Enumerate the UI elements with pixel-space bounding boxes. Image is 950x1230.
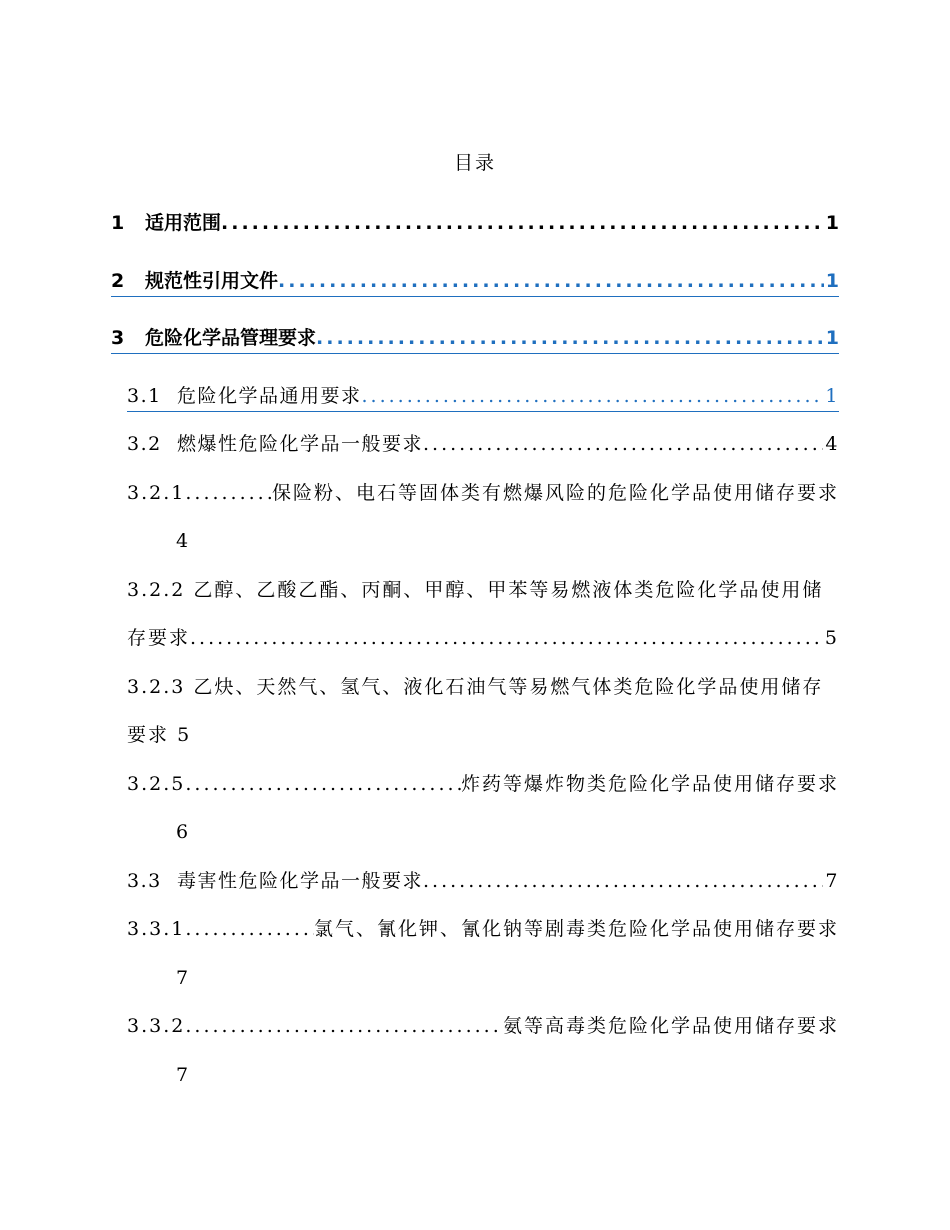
- toc-leader: [278, 266, 824, 296]
- toc-leader: [185, 769, 461, 799]
- toc-entry-number: 3.3.1: [127, 918, 186, 940]
- toc-entry-page: 1: [825, 385, 839, 407]
- toc-entry-text: 燃爆性危险化学品一般要求: [177, 433, 424, 455]
- toc-entry-text: 规范性引用文件: [145, 270, 279, 292]
- toc-entry-3-1[interactable]: [127, 381, 839, 412]
- toc-entry-3-2-2-cont[interactable]: [127, 623, 839, 653]
- toc-entry-number: 3.1: [127, 385, 162, 407]
- toc-entry-3-2-3-cont[interactable]: [127, 720, 839, 750]
- toc-leader: [190, 623, 823, 653]
- toc-entry-number: 3.2.2: [127, 579, 186, 601]
- toc-entry-number: 3.2.3: [127, 676, 186, 698]
- toc-leader: [316, 323, 824, 353]
- toc-entry-text: 氯气、氰化钾、氰化钠等剧毒类危险化学品使用储存要求: [313, 918, 839, 940]
- toc-entry-text: 要求: [127, 724, 170, 746]
- toc-entry-number: 3.3: [127, 870, 162, 892]
- toc-entry-3-3-1[interactable]: [127, 914, 839, 944]
- toc-entry-text: 危险化学品通用要求: [177, 385, 362, 407]
- toc-leader: [185, 478, 272, 508]
- toc-leader: [423, 429, 823, 459]
- toc-entry-3-2-5[interactable]: [127, 769, 839, 799]
- toc-entry-page: 5: [824, 627, 839, 649]
- toc-entry-page: 7: [825, 870, 839, 892]
- toc-leader: [185, 1011, 503, 1041]
- toc-leader: [362, 381, 824, 411]
- toc-title: 目录: [453, 152, 496, 174]
- toc-entry-text: 氨等高毒类危险化学品使用储存要求: [502, 1015, 839, 1037]
- toc-entry-3-2-1[interactable]: [127, 478, 839, 508]
- toc-leader: [221, 208, 824, 238]
- toc-entry-text: 存要求: [127, 627, 191, 649]
- toc-entry-3-3[interactable]: [127, 866, 839, 896]
- toc-entry-number: 3.2.1: [127, 482, 186, 504]
- toc-entry-number: 3: [111, 327, 125, 349]
- toc-entry-3-2-3[interactable]: [127, 672, 839, 702]
- toc-entry-page: 7: [176, 967, 191, 989]
- toc-entry-1[interactable]: [111, 208, 839, 238]
- toc-entry-3-2-2[interactable]: [127, 575, 839, 605]
- toc-entry-number: 3.3.2: [127, 1015, 186, 1037]
- toc-entry-text: 危险化学品管理要求: [145, 327, 317, 349]
- toc-entry-text: 保险粉、电石等固体类有燃爆风险的危险化学品使用储存要求: [271, 482, 839, 504]
- toc-entry-number: 3.2: [127, 433, 162, 455]
- toc-entry-3[interactable]: [111, 323, 839, 354]
- toc-entry-text: 适用范围: [145, 212, 222, 234]
- toc-entry-text: 炸药等爆炸物类危险化学品使用储存要求: [460, 773, 839, 795]
- toc-entry-number: 1: [111, 212, 125, 234]
- toc-leader: [185, 914, 314, 944]
- toc-entry-number: 3.2.5: [127, 773, 186, 795]
- toc-entry-text: 乙醇、乙酸乙酯、丙酮、甲醇、甲苯等易燃液体类危险化学品使用储: [193, 579, 824, 601]
- toc-entry-3-2[interactable]: [127, 429, 839, 459]
- toc-entry-page: 4: [825, 433, 839, 455]
- toc-entry-page: 1: [825, 270, 839, 292]
- toc-entry-number: 2: [111, 270, 125, 292]
- toc-entry-page: 7: [176, 1064, 191, 1086]
- toc-entry-page: 1: [825, 327, 839, 349]
- toc-entry-page: 5: [177, 724, 192, 746]
- toc-entry-text: 毒害性危险化学品一般要求: [177, 870, 424, 892]
- toc-entry-2[interactable]: [111, 266, 839, 297]
- toc-entry-3-3-2[interactable]: [127, 1011, 839, 1041]
- toc-entry-page: 4: [176, 530, 191, 552]
- toc-entry-page: 1: [825, 212, 839, 234]
- toc-leader: [423, 866, 823, 896]
- toc-entry-text: 乙炔、天然气、氢气、液化石油气等易燃气体类危险化学品使用储存: [193, 676, 824, 698]
- toc-entry-page: 6: [176, 821, 191, 843]
